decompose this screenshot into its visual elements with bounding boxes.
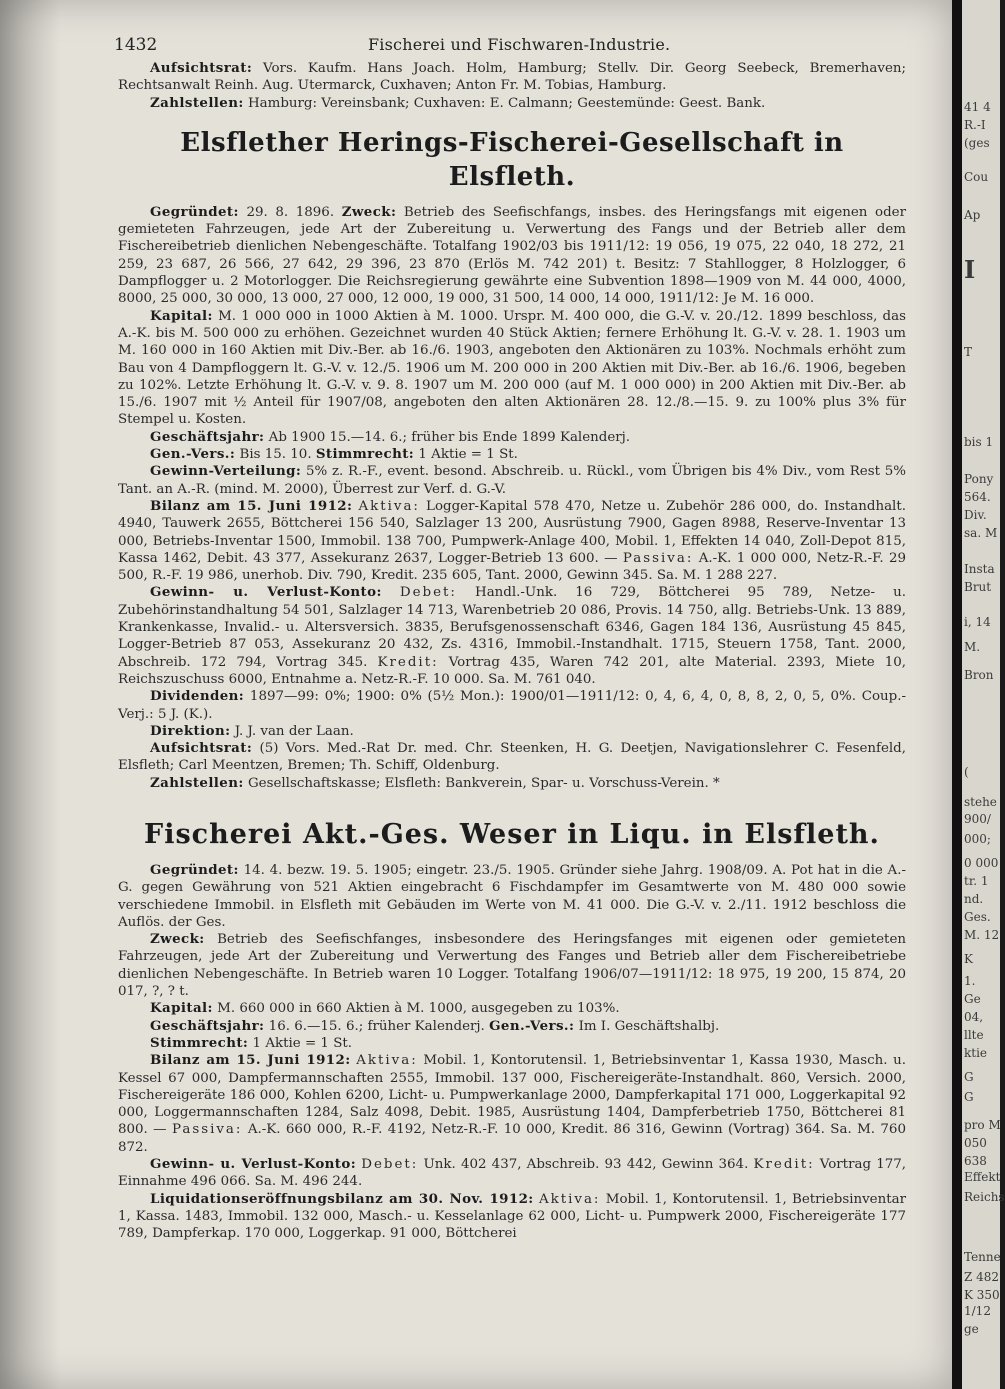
label: Gen.-Vers.:: [150, 446, 236, 463]
next-page-fragment: ktie: [964, 1046, 988, 1060]
entry1-gewinnverteilung: [118, 463, 906, 498]
next-page-fragment: Ap: [964, 208, 981, 222]
entry2-gegruendet: [118, 862, 906, 931]
label: Kapital:: [150, 1000, 213, 1017]
next-page-fragment: Cou: [964, 170, 989, 184]
text: Vortrag 177, Einnahme 496 066. Sa. M. 496 244.: [118, 1157, 907, 1190]
next-page-fragment: Div.: [964, 508, 987, 522]
next-page-fragment: Tenne: [964, 1250, 1001, 1264]
label: Aufsichtsrat:: [150, 740, 253, 757]
entry1-aufsichtsrat: [118, 740, 906, 775]
label: Zweck:: [150, 931, 205, 948]
entry1-dividenden: [118, 688, 906, 723]
label: Geschäftsjahr:: [150, 1017, 265, 1034]
next-page-fragment: I: [964, 255, 976, 284]
label: Passiva:: [171, 1122, 243, 1138]
next-page-fragment: (ges: [964, 136, 990, 150]
next-page-fragment: 0 000: [964, 856, 999, 870]
entry1-title: Elsflether Herings-Fischerei-Gesellschaft in Elsfleth.: [180, 127, 844, 192]
label: Zahlstellen:: [150, 774, 244, 791]
text: M. 1 000 000 in 1000 Aktien à M. 1000. Urspr. M. 400 000, die G.-V. v. 20./12. 1899 beschloss, das A.-K. bis M. 500 000 zu erhöhen. Gezeichnet wurden 40 Stück Aktien; fernere Erhöhung lt. G.-V. v. 28. 1. 1903 um M. 160 000 in 160 Aktien mit Div.-Ber. ab 16./6. 1903, angeboten den Aktionären zu 103%. Nochmals erhöht zum Bau von 4 Dampfloggern lt. G.-V. v. 12./5. 1906 um M. 200 000 in 200 Aktien mit Div.-Ber. ab 16./6. 1906, begeben zu 102%. Letzte Erhöhung lt. G.-V. v. 9. 8. 1907 um M. 200 000 (auf M. 1 000 000) in 200 Aktien mit Div.-Ber. ab 15./6. 1907 mit ½ Anteil für 1907/08, angeboten den alten Aktionären 28. 12./8.—15. 9. zu 100% plus 3% für Stempel u. Kosten.: [118, 308, 906, 428]
next-page-fragment: 04,: [964, 1010, 984, 1024]
adjacent-page-edge: [952, 0, 1005, 1389]
next-page-fragment: llte: [964, 1028, 984, 1042]
next-page-fragment: 1.: [964, 974, 976, 988]
entry1-geschaeftsjahr: [118, 429, 906, 446]
next-page-fragment: (: [964, 765, 969, 779]
text: Hamburg: Vereinsbank; Cuxhaven: E. Calmann; Geestemünde: Geest. Bank.: [247, 95, 766, 111]
label: Gewinn- u. Verlust-Konto:: [150, 1156, 357, 1173]
next-page-fragment: Brut: [964, 580, 992, 594]
entry2-guv: [118, 1156, 906, 1191]
next-page-fragment: i, 14: [964, 615, 991, 629]
entry2-kapital: [118, 1000, 906, 1017]
next-page-fragment: M. 12: [964, 928, 1000, 942]
next-page-fragment: stehe: [964, 795, 997, 809]
text: 1897—99: 0%; 1900: 0% (5½ Mon.): 1900/01—1911/12: 0, 4, 6, 4, 0, 8, 8, 2, 0, 5, 0%. Coup.-Verj.: 5 J. (K.).: [118, 689, 906, 722]
next-page-fragment: 564.: [964, 490, 991, 504]
label: Aktiva:: [356, 1053, 418, 1069]
text: 1 Aktie = 1 St.: [252, 1035, 353, 1051]
text: Vortrag 435, Waren 742 201, alte Material. 2393, Miete 10, Reichszuschuss 6000, Entnahme a. Netz-R.-F. 10 000. Sa. M. 761 040.: [118, 654, 906, 687]
entry1-kapital: [118, 308, 906, 429]
entry2-stimmrecht: [118, 1035, 906, 1052]
label: Direktion:: [150, 722, 231, 739]
next-page-fragment: bis 1: [964, 435, 994, 449]
label: Bilanz am 15. Juni 1912:: [150, 497, 353, 514]
label: Dividenden:: [150, 688, 245, 705]
next-page-fragment: G: [964, 1070, 974, 1084]
next-page-fragment: Insta: [964, 562, 995, 576]
entry1-guv: [118, 584, 906, 688]
label: Passiva:: [622, 550, 694, 566]
next-page-fragment: T: [964, 345, 973, 359]
label: Aktiva:: [538, 1191, 601, 1207]
running-title: Fischerei und Fischwaren-Industrie.: [368, 35, 671, 54]
text: Logger-Kapital 578 470, Netze u. Zubehör 286 000, do. Instandhalt. 4940, Tauwerk 2655, Böttcherei 156 540, Salzlager 13 200, Ausrüstung 7900, Gagen 8988, Reserve-Inventar 13 000, Betriebs-Inventar 1500, Immobil. 138 700, Pumpwerk-Anlage 400, Mobil. 1, Effekten 14 040, Zoll-Depot 815, Kassa 1462, Debit. 43 377, Assekuranz 2637, Logger-Betrieb 13 600. —: [118, 498, 906, 566]
next-page-fragment: Ges.: [964, 910, 991, 924]
entry1-zahlstellen: [118, 775, 906, 792]
label: Kredit:: [377, 654, 439, 670]
label: Gewinn-Verteilung:: [150, 463, 302, 480]
entry2-zweck: [118, 931, 906, 1000]
label: Kapital:: [150, 307, 213, 324]
page-number: 1432: [114, 35, 158, 55]
text: Betrieb des Seefischfangs, insbes. des Heringsfangs mit eigenen oder gemieteten Fahrzeugen, jede Art der Zubereitung u. Verwertung des Fangs und der Betrieb aller dem Fischereibetrieb dienlichen Nebengeschäfte. Totalfang 1902/03 bis 1911/12: 19 056, 19 075, 22 040, 18 272, 21 259, 23 687, 26 566, 27 642, 29 396, 23 870 (Erlös M. 742 201) t. Besitz: 7 Stahllogger, 8 Holzlogger, 6 Dampflogger u. 2 Motorlogger. Die Reichsregierung gewährte eine Subvention 1898—1909 von M. 44 000, 4000, 8000, 25 000, 30 000, 13 000, 27 000, 12 000, 19 000, 31 500, 14 000, 14 000, 1911/12: Je M. 16 000.: [118, 204, 906, 307]
text: 1 Aktie = 1 St.: [418, 447, 518, 463]
next-page-fragment: M.: [964, 640, 981, 654]
entry2-liquidationsbilanz: [118, 1191, 906, 1243]
entry1-direktion: [118, 723, 906, 740]
label: Aktiva:: [358, 498, 420, 514]
next-page-fragment: 050: [964, 1136, 987, 1150]
text: Bis 15. 10.: [239, 447, 312, 463]
next-page-fragment: 41 4: [964, 100, 991, 114]
label: Kredit:: [753, 1157, 815, 1173]
next-page-fragment: tr. 1: [964, 874, 989, 888]
page-content: [114, 30, 907, 1243]
text: Gesellschaftskasse; Elsfleth: Bankverein, Spar- u. Vorschuss-Verein. *: [247, 775, 720, 791]
entry1-bilanz: [118, 498, 906, 584]
text: A.-K. 660 000, R.-F. 4192, Netz-R.-F. 10 000, Kredit. 86 316, Gewinn (Vortrag) 364. Sa. M. 760 872.: [118, 1122, 906, 1155]
label: Stimmrecht:: [315, 446, 415, 463]
next-page-fragment: Ge: [964, 992, 981, 1006]
label: Debet:: [361, 1157, 419, 1173]
entry2-title: Fischerei Akt.-Ges. Weser in Liqu. in Elsfleth.: [144, 818, 880, 850]
text: 16. 6.—15. 6.; früher Kalenderj.: [268, 1018, 485, 1034]
label: Bilanz am 15. Juni 1912:: [150, 1052, 351, 1069]
next-page-fragment: sa. M: [964, 526, 998, 540]
label: Gegründet:: [150, 861, 239, 878]
text: Mobil. 1, Kontorutensil. 1, Betriebsinventar 1, Kassa 1930, Masch. u. Kessel 67 000, Dampfermannschaften 2555, Immobil. 137 000, Fischereigeräte-Instandhalt. 860, Versich. 2000, Fischereigeräte 186 000, Kohlen 6200, Licht- u. Pumpwerkanlage 2000, Dampferkapital 171 000, Loggerkapital 92 000, Loggermannschaften 1284, Salz 4098, Debit. 1985, Ausrüstung 1404, Dampferbetrieb 1750, Böttcherei 81 800. —: [118, 1053, 906, 1138]
label: Aufsichtsrat:: [150, 60, 253, 76]
next-page-fragment: 900/: [964, 812, 991, 826]
label: Gen.-Vers.:: [489, 1017, 575, 1034]
next-page-fragment: ge: [964, 1322, 979, 1336]
next-page-fragment: Reichs: [964, 1190, 1005, 1204]
text: A.-K. 1 000 000, Netz-R.-F. 29 500, R.-F. 19 986, unerhob. Div. 790, Kredit. 235 605, Tant. 2000, Gewinn 345. Sa. M. 1 288 227.: [118, 550, 906, 584]
text: 14. 4. bezw. 19. 5. 1905; eingetr. 23./5. 1905. Gründer siehe Jahrg. 1908/09. A. Pot hat in die A.-G. gegen Gewährung von 521 Aktien eingebracht 6 Fischdampfer im Gesamtwerte von M. 480 000 sowie verschiedene Immobil. in Elsfleth mit Gebäuden im Werte von M. 41 000. Die G.-V. v. 2./11. 1912 beschloss die Auflös. der Ges.: [118, 862, 907, 930]
entry2-bilanz: [118, 1052, 906, 1156]
label: Liquidationseröffnungsbilanz am 30. Nov. 1912:: [150, 1190, 534, 1207]
label: Gegründet:: [150, 203, 239, 220]
text: 5% z. R.-F., event. besond. Abschreib. u. Rückl., vom Übrigen bis 4% Div., vom Rest 5% Tant. an A.-R. (mind. M. 2000), Überrest zur Verf. d. G.-V.: [118, 464, 906, 497]
label: Zahlstellen:: [150, 94, 244, 111]
entry1-genvers: [118, 446, 906, 463]
text: 29. 8. 1896.: [246, 204, 335, 220]
prev-aufsichtsrat: [118, 60, 906, 95]
next-page-fragment: Effekt: [964, 1170, 1001, 1184]
label: Zweck:: [341, 203, 397, 220]
next-page-fragment: pro M: [964, 1118, 1001, 1132]
next-page-fragment: 000;: [964, 832, 991, 846]
text: Vors. Kaufm. Hans Joach. Holm, Hamburg; Stellv. Dir. Georg Seebeck, Bremerhaven; Rechtsanwalt Reinh. Aug. Utermarck, Cuxhaven; Anton Fr. M. Tobias, Hamburg.: [118, 61, 907, 94]
next-page-fragment: K 350: [964, 1288, 1000, 1302]
prev-zahlstellen: [118, 95, 906, 112]
next-page-fragment: 638: [964, 1154, 987, 1168]
text: Ab 1900 15.—14. 6.; früher bis Ende 1899 Kalenderj.: [268, 429, 631, 445]
text: Mobil. 1, Kontorutensil. 1, Betriebsinventar 1, Kassa. 1483, Immobil. 132 000, Masch.- u. Kesselanlage 62 000, Licht- u. Pumpwerk 2000, Fischereigeräte 177 789, Dampferkap. 170 000, Loggerkap. 91 000, Böttcherei: [118, 1191, 906, 1242]
text: Betrieb des Seefischfanges, insbesondere des Heringsfanges mit eigenen oder gemieteten Fahrzeugen, jede Art der Zubereitung und Verwertung des Fanges und Betrieb aller dem Fischereibetriebe dienlichen Nebengeschäfte. In Betrieb waren 10 Logger. Totalfang 1906/07—1911/12: 18 975, 19 200, 15 874, 20 017, ?, ? t.: [118, 932, 906, 1000]
next-page-fragment: R.-I: [964, 118, 986, 132]
next-page-fragment: Pony: [964, 472, 994, 486]
text: (5) Vors. Med.-Rat Dr. med. Chr. Steenken, H. G. Deetjen, Navigationslehrer C. Fesenfeld, Elsfleth; Carl Meentzen, Bremen; Th. Schiff, Oldenburg.: [118, 741, 906, 774]
entry1-gegruendet: [118, 204, 906, 308]
text: Unk. 402 437, Abschreib. 93 442, Gewinn 364.: [423, 1157, 749, 1173]
next-page-fragment: Bron: [964, 668, 994, 682]
next-page-fragment: Z 482: [964, 1270, 1000, 1284]
next-page-fragment: K: [964, 952, 973, 966]
text: M. 660 000 in 660 Aktien à M. 1000, ausgegeben zu 103%.: [217, 1001, 620, 1017]
label: Stimmrecht:: [150, 1034, 249, 1051]
text: J. J. van der Laan.: [234, 723, 354, 739]
label: Geschäftsjahr:: [150, 428, 265, 445]
entry2-geschaeftsjahr: [118, 1018, 906, 1035]
label: Gewinn- u. Verlust-Konto:: [150, 584, 382, 601]
next-page-fragment: 1/12: [964, 1304, 991, 1318]
text: Handl.-Unk. 16 729, Böttcherei 95 789, Netze- u. Zubehörinstandhaltung 54 501, Salzlager 14 713, Warenbetrieb 20 086, Provis. 14 750, allg. Betriebs-Unk. 13 889, Krankenkasse, Invalid.- u. Altersversich. 3835, Berufsgenossenschaft 6346, Gagen 184 136, Ausrüstung 45 845, Logger-Betrieb 87 053, Assekuranz 20 432, Zs. 4316, Immobil.-Instandhalt. 1715, Steuern 1758, Tant. 2000, Abschreib. 172 794, Vortrag 345.: [118, 585, 907, 670]
text: Im I. Geschäftshalbj.: [578, 1018, 720, 1034]
page-header: [114, 30, 906, 60]
next-page-fragment: G: [964, 1090, 974, 1104]
next-page-fragment: nd.: [964, 892, 984, 906]
label: Debet:: [399, 585, 457, 601]
